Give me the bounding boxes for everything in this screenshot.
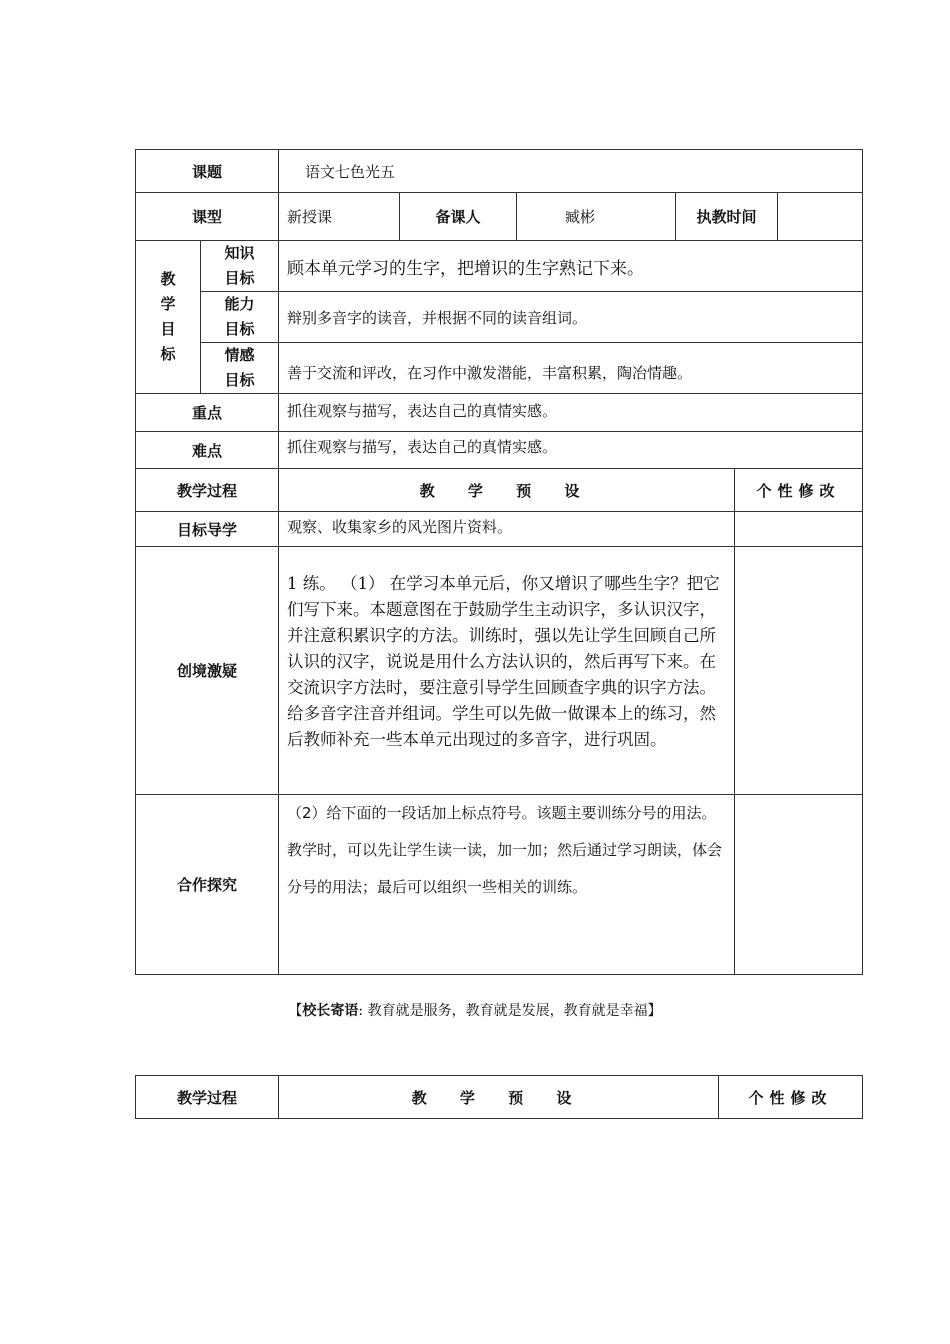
topic-value: 语文七色光五 <box>279 150 863 193</box>
motto-open-bracket: 【 <box>288 1003 303 1019</box>
type-label: 课型 <box>136 193 279 241</box>
row-modify-cooperation <box>735 795 863 975</box>
row-label-scenario: 创境激疑 <box>136 547 279 795</box>
process-header-2: 教学过程 <box>136 1076 279 1119</box>
row-content-scenario: 1 练。 （1） 在学习本单元后，你又增识了哪些生字？把它们写下来。本题意图在于鼓励学生主动识字，多认识汉字，并注意积累识字的方法。训练时，强以先让学生回顾自己所认识的汉字，说说是用什么方法认识的，然后再写下来。在交流识字方法时，要注意引导学生回顾查字典的识字方法。给多音字注音并组词。学生可以先做一做课本上的练习，然后教师补充一些本单元出现过的多音字，进行巩固。 <box>279 547 735 795</box>
key-point-value: 抓住观察与描写，表达自己的真情实感。 <box>279 394 863 432</box>
knowledge-goal-text: 顾本单元学习的生字，把增识的生字熟记下来。 <box>279 241 863 292</box>
time-label: 执教时间 <box>676 193 778 241</box>
row-modify-goal-guide <box>735 512 863 547</box>
modify-header: 个性修改 <box>735 469 863 512</box>
row-content-goal-guide: 观察、收集家乡的风光图片资料。 <box>279 512 735 547</box>
process-header-table <box>135 1075 863 1119</box>
key-point-label: 重点 <box>136 394 279 432</box>
time-value <box>778 193 863 241</box>
principal-motto <box>0 1000 950 1020</box>
row-modify-scenario <box>735 547 863 795</box>
emotion-goal-text: 善于交流和评改，在习作中激发潜能，丰富积累，陶冶情趣。 <box>279 343 863 394</box>
row-label-goal-guide: 目标导学 <box>136 512 279 547</box>
difficulty-label: 难点 <box>136 432 279 469</box>
difficulty-value: 抓住观察与描写，表达自己的真情实感。 <box>279 432 863 469</box>
goals-label: 教 学 目 标 <box>136 241 201 394</box>
process-header: 教学过程 <box>136 469 279 512</box>
knowledge-goal-label: 知识 目标 <box>201 241 279 292</box>
preparer-label: 备课人 <box>400 193 517 241</box>
motto-label: 校长寄语 <box>302 1003 359 1019</box>
row-label-cooperation: 合作探究 <box>136 795 279 975</box>
row-content-cooperation: （2）给下面的一段话加上标点符号。该题主要训练分号的用法。教学时，可以先让学生读一读，加一加；然后通过学习朗读，体会分号的用法；最后可以组织一些相关的训练。 <box>279 795 735 975</box>
lesson-plan-table <box>135 149 863 975</box>
type-value: 新授课 <box>279 193 400 241</box>
motto-close-bracket: 】 <box>647 1003 662 1019</box>
ability-goal-label: 能力 目标 <box>201 292 279 343</box>
plan-header: 教 学 预 设 <box>279 469 735 512</box>
plan-header-2: 教 学 预 设 <box>279 1076 719 1119</box>
ability-goal-text: 辩别多音字的读音，并根据不同的读音组词。 <box>279 292 863 343</box>
topic-label: 课题 <box>136 150 279 193</box>
preparer-value: 臧彬 <box>517 193 676 241</box>
emotion-goal-label: 情感 目标 <box>201 343 279 394</box>
motto-text: : 教育就是服务，教育就是发展，教育就是幸福 <box>358 1003 648 1019</box>
modify-header-2: 个性修改 <box>719 1076 863 1119</box>
